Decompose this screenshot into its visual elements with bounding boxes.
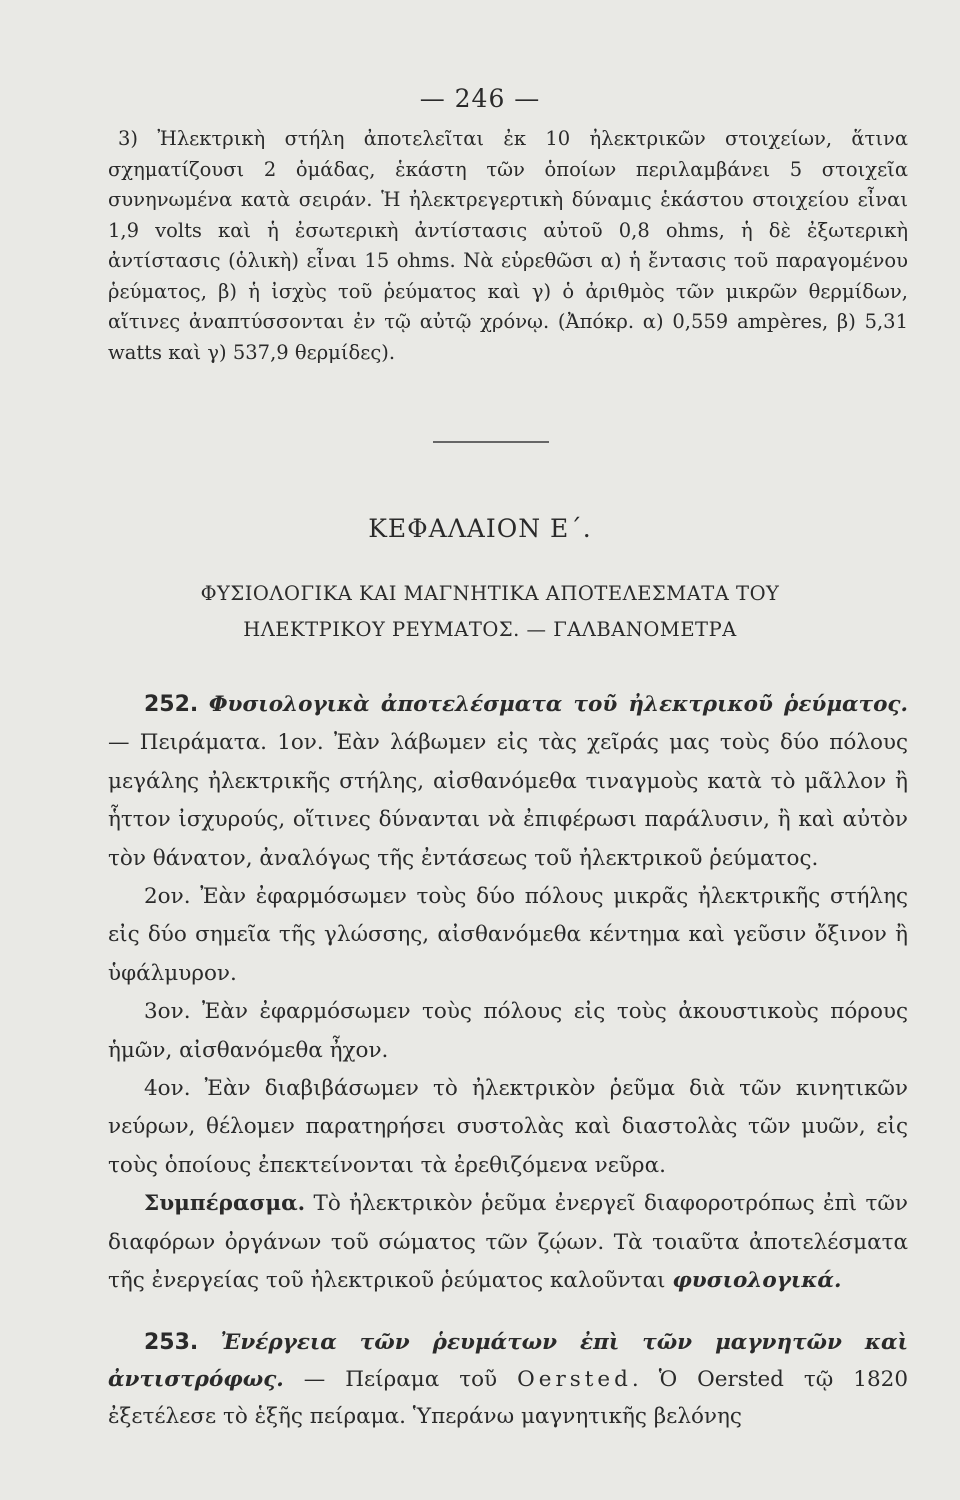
experiment-3: 3ον. Ἐὰν ἐφαρμόσωμεν τοὺς πόλους εἰς τοὺς ἀκουστικοὺς πόρους ἡμῶν, αἰσθανόμεθα ἦχον. [108,999,908,1063]
section-253-text: . Ὁ Oersted τῷ 1820 ἐξετέλεσε τὸ ἑξῆς πείραμα. Ὑπεράνω μαγνητικῆς βελόνης [108,1367,909,1429]
scientist-name: Oersted [517,1367,632,1392]
conclusion-text: Τὸ ἠλεκτρικὸν ῥεῦμα ἐνεργεῖ διαφοροτρόπως ἐπὶ τῶν διαφόρων ὀργάνων τοῦ σώματος τῶν ζῴων. Τὰ τοιαῦτα ἀποτελέσματα τῆς ἐνεργείας τοῦ ἠλεκτρικοῦ ῥεύματος καλοῦνται [108,1191,908,1294]
experiment-1: 1ον. Ἐὰν λάβωμεν εἰς τὰς χεῖράς μας τοὺς δύο πόλους μεγάλης ἠλεκτρικῆς στήλης, αἰσθανόμεθα τιναγμοὺς κατὰ τὸ μᾶλλον ἢ ἧττον ἰσχυρούς, οἵτινες δύνανται νὰ ἐπιφέρωσι παράλυσιν, ἢ καὶ αὐτὸν τὸν θάνατον, ἀναλόγως τῆς ἐντάσεως τοῦ ἠλεκτρικοῦ ῥεύματος. [108,730,909,871]
experiment-2: 2ον. Ἐὰν ἐφαρμόσωμεν τοὺς δύο πόλους μικρᾶς ἠλεκτρικῆς στήλης εἰς δύο σημεῖα τῆς γλώσσης, αἰσθανόμεθα κέντημα καὶ γεῦσιν ὄξινον ἢ ὑφάλμυρον. [108,884,908,986]
problem-3: 3) Ἠλεκτρικὴ στήλη ἀποτελεῖται ἐκ 10 ἠλεκτρικῶν στοιχείων, ἅτινα σχηματίζουσι 2 ὁμάδας, ἑκάστη τῶν ὁποίων περιλαμβάνει 5 στοιχεῖα συνηνωμένα κατὰ σειράν. Ἡ ἠλεκτρεγερτικὴ δύναμις ἑκάστου στοιχείου εἶναι 1,9 volts καὶ ἡ ἐσωτερικὴ ἀντίστασις αὐτοῦ 0,8 ohms, ἡ δὲ ἐξωτερικὴ ἀντίστασις (ὁλικὴ) εἶναι 15 ohms. Νὰ εὑρεθῶσι α) ἡ ἔντασις τοῦ παραγομένου ῥεύματος, β) ἡ ἰσχὺς τοῦ ῥεύματος καὶ γ) ὁ ἀριθμὸς τῶν μικρῶν θερμίδων, αἵτινες ἀναπτύσσονται ἐν τῷ αὐτῷ χρόνῳ. (Ἀπόκρ. α) 0,559 ampères, β) 5,31 watts καὶ γ) 537,9 θερμίδες). [108,127,908,364]
section-number: 252. [144,692,199,717]
chapter-subtitle-line-1: ΦΥΣΙΟΛΟΓΙΚΑ ΚΑΙ ΜΑΓΝΗΤΙΚΑ ΑΠΟΤΕΛΕΣΜΑΤΑ ΤΟΥ [200,582,780,605]
section-253 [108,1324,908,1435]
section-subheading: — Πείραμα τοῦ [303,1367,498,1392]
section-subheading: — Πειράματα. [108,730,267,756]
section-number: 253. [144,1330,199,1355]
experiment-4: 4ον. Ἐὰν διαβιβάσωμεν τὸ ἠλεκτρικὸν ῥεῦμα διὰ τῶν κινητικῶν νεύρων, θέλομεν παρατηρήσει συστολὰς καὶ διαστολὰς τῶν μυῶν, εἰς τοὺς ὁποίους ἐπεκτείνονται τὰ ἐρεθιζόμενα νεῦρα. [108,1076,908,1178]
section-252-intro [108,686,908,878]
conclusion-label: Συμπέρασμα. [144,1191,306,1217]
chapter-title: ΚΕΦΑΛΑΙΟΝ Ε΄. [368,514,592,543]
conclusion [108,1185,908,1300]
chapter-subtitle-line-2: ΗΛΕΚΤΡΙΚΟΥ ΡΕΥΜΑΤΟΣ. — ΓΑΛΒΑΝΟΜΕΤΡΑ [243,618,737,641]
section-253-intro [108,1324,908,1435]
page-number: — 246 — [419,84,541,113]
chapter-subtitle [120,576,860,648]
section-divider [433,441,549,443]
conclusion-term: φυσιολογικά. [672,1268,842,1294]
section-heading: Φυσιολογικὰ ἀποτελέσματα τοῦ ἠλεκτρικοῦ ῥεύματος. [208,692,908,717]
section-252 [108,686,908,1301]
section-heading: Ἐνέργεια τῶν ῥευμάτων ἐπὶ τῶν μαγνητῶν καὶ ἀντιστρόφως. [108,1330,908,1392]
